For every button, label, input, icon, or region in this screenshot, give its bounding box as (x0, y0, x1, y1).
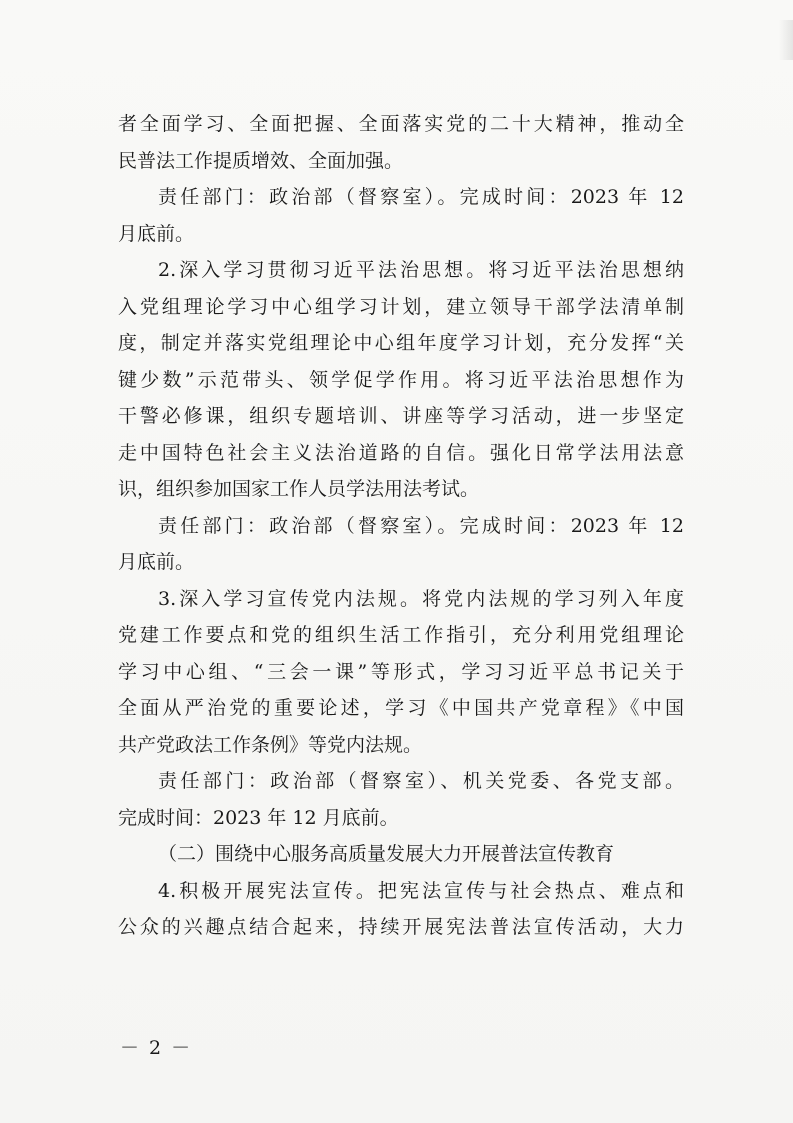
text-line: 共产党政法工作条例》等党内法规。 (118, 733, 423, 756)
page-number: － 2 － (120, 1037, 193, 1059)
text-line: 入党组理论学习中心组学习计划，建立领导干部学法清单制 (118, 295, 684, 318)
document-body (118, 106, 684, 946)
text-line: 干警必修课，组织专题培训、讲座等学习活动，进一步坚定 (118, 405, 684, 427)
text-line: 学习中心组、“三会一课”等形式，学习习近平总书记关于 (118, 660, 684, 683)
text-line: 完成时间：2023 年 12 月底前。 (118, 806, 399, 829)
text-line: 民普法工作提质增效、全面加强。 (118, 149, 404, 172)
text-line: 识，组织参加国家工作人员学法用法考试。 (118, 478, 480, 500)
text-line: 责任部门：政治部（督察室）、机关党委、各党支部。 (158, 770, 684, 792)
text-line: 责任部门：政治部（督察室）。完成时间：2023 年 12 (158, 186, 684, 208)
text-line: 走中国特色社会主义法治道路的自信。强化日常学法用法意 (118, 441, 684, 464)
text-line: 全面从严治党的重要论述，学习《中国共产党章程》《中国 (118, 697, 684, 719)
scan-edge-mark (779, 20, 793, 60)
text-line: 键少数”示范带头、领学促学作用。将习近平法治思想作为 (118, 368, 684, 391)
text-line: 度，制定并落实党组理论中心组年度学习计划，充分发挥“关 (118, 332, 684, 354)
text-line: （二）围绕中心服务高质量发展大力开展普法宣传教育 (158, 843, 615, 865)
text-line: 党建工作要点和党的组织生活工作指引，充分利用党组理论 (118, 624, 684, 646)
text-line: 者全面学习、全面把握、全面落实党的二十大精神，推动全 (118, 113, 684, 135)
text-line: 2.深入学习贯彻习近平法治思想。将习近平法治思想纳 (158, 259, 684, 281)
text-line: 月底前。 (118, 222, 195, 245)
text-line: 3.深入学习宣传党内法规。将党内法规的学习列入年度 (158, 587, 684, 610)
text-line: 公众的兴趣点结合起来，持续开展宪法普法宣传活动，大力 (118, 916, 684, 938)
text-line: 4.积极开展宪法宣传。把宪法宣传与社会热点、难点和 (158, 879, 684, 902)
text-line: 责任部门：政治部（督察室）。完成时间：2023 年 12 (158, 514, 684, 537)
text-line: 月底前。 (118, 551, 195, 573)
